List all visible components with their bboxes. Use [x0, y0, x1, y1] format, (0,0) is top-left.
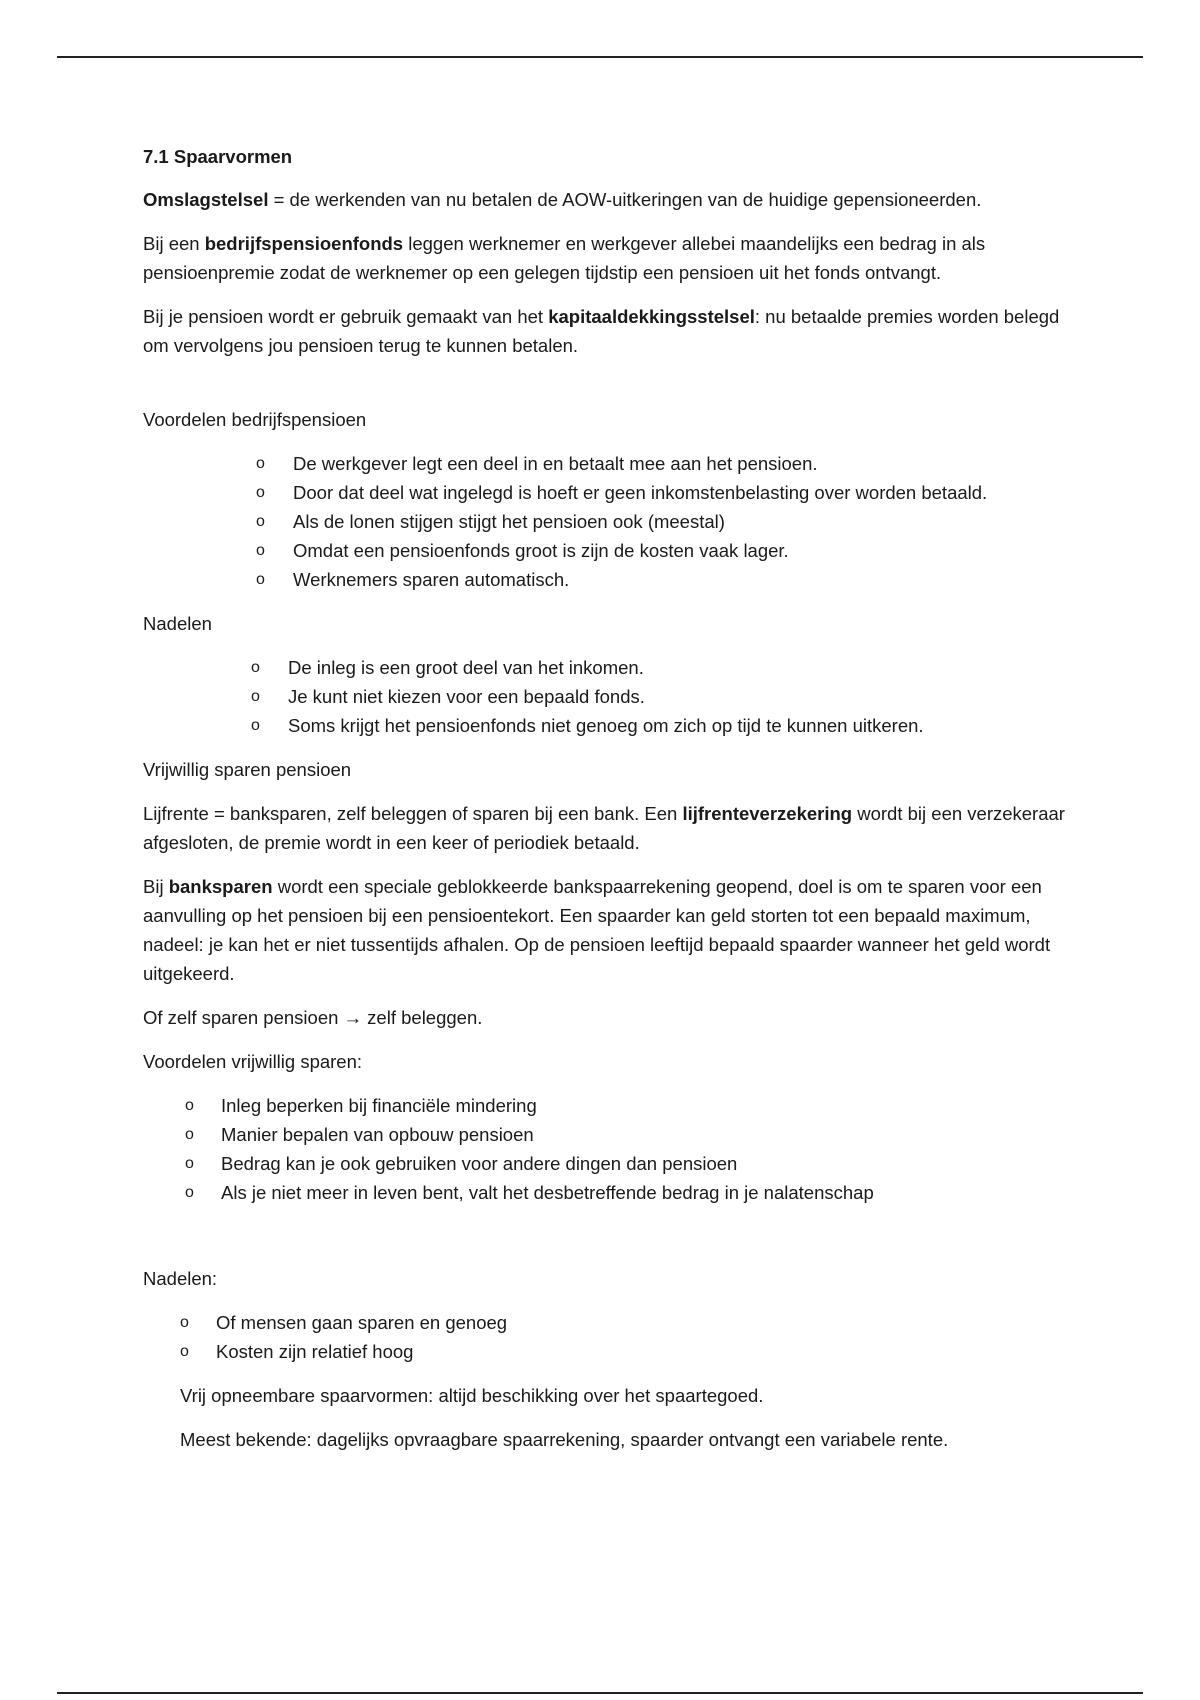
- list-item: o Omdat een pensioenfonds groot is zijn de kosten vaak lager.: [143, 536, 1083, 565]
- list-item: o De werkgever legt een deel in en betaalt mee aan het pensioen.: [143, 449, 1083, 478]
- document-body: [143, 142, 1083, 1469]
- list-item: o Door dat deel wat ingelegd is hoeft er geen inkomstenbelasting over worden betaald.: [143, 478, 1083, 507]
- subheading-vrijwillig-sparen: Vrijwillig sparen pensioen: [143, 759, 352, 780]
- term-bedrijfspensioenfonds: bedrijfspensioenfonds: [204, 233, 404, 254]
- bullet-icon: o: [251, 717, 260, 734]
- bullet-icon: o: [185, 1155, 194, 1172]
- paragraph-banksparen: Bij banksparen wordt een speciale geblokkeerde bankspaarrekening geopend, doel is om te sparen voor een aanvulling op het pensioen bij een pensioentekort. Een spaarder kan geld storten tot een bepaald maximum, nadeel: je kan het er niet tussentijds afhalen. Op de pensioen leeftijd bepaald spaarder wanneer het geld wordt uitgekeerd.: [143, 876, 1051, 984]
- list-nadelen-vrijwillig: [143, 1308, 1083, 1366]
- bullet-icon: o: [180, 1314, 189, 1331]
- paragraph-meest-bekende: Meest bekende: dagelijks opvraagbare spaarrekening, spaarder ontvangt een variabele rente.: [180, 1429, 949, 1450]
- bullet-icon: o: [256, 542, 265, 559]
- list-item: o Als de lonen stijgen stijgt het pensioen ook (meestal): [143, 507, 1083, 536]
- bullet-icon: o: [185, 1184, 194, 1201]
- term-lijfrenteverzekering: lijfrenteverzekering: [682, 803, 853, 824]
- list-item: o Soms krijgt het pensioenfonds niet genoeg om zich op tijd te kunnen uitkeren.: [143, 711, 1083, 740]
- list-item: o Als je niet meer in leven bent, valt het desbetreffende bedrag in je nalatenschap: [143, 1178, 1083, 1207]
- bullet-icon: o: [256, 455, 265, 472]
- arrow-right-icon: →: [343, 1007, 363, 1028]
- paragraph-omslagstelsel: Omslagstelsel = de werkenden van nu betalen de AOW-uitkeringen van de huidige gepensioneerden.: [143, 189, 982, 210]
- bullet-icon: o: [256, 484, 265, 501]
- subheading-nadelen: Nadelen: [143, 613, 212, 634]
- list-item: o Je kunt niet kiezen voor een bepaald fonds.: [143, 682, 1083, 711]
- term-omslagstelsel: Omslagstelsel: [143, 189, 269, 210]
- paragraph-lijfrente: Lijfrente = banksparen, zelf beleggen of sparen bij een bank. Een lijfrenteverzekering wordt bij een verzekeraar afgesloten, de premie wordt in een keer of periodiek betaald.: [143, 803, 1065, 853]
- section-heading: 7.1 Spaarvormen: [143, 146, 293, 167]
- list-voordelen-vrijwillig: [143, 1091, 1083, 1207]
- footer-rule: [57, 1692, 1143, 1694]
- paragraph-kapitaaldekkingsstelsel: Bij je pensioen wordt er gebruik gemaakt van het kapitaaldekkingsstelsel: nu betaalde premies worden belegd om vervolgens jou pensioen terug te kunnen betalen.: [143, 306, 1060, 356]
- list-item: o Inleg beperken bij financiële mindering: [143, 1091, 1083, 1120]
- list-item: o Bedrag kan je ook gebruiken voor andere dingen dan pensioen: [143, 1149, 1083, 1178]
- list-item: o Of mensen gaan sparen en genoeg: [143, 1308, 1083, 1337]
- term-banksparen: banksparen: [168, 876, 273, 897]
- term-kapitaaldekkingsstelsel: kapitaaldekkingsstelsel: [548, 306, 755, 327]
- paragraph-bedrijfspensioenfonds: Bij een bedrijfspensioenfonds leggen werknemer en werkgever allebei maandelijks een bedrag in als pensioenpremie zodat de werknemer op een gelegen tijdstip een pensioen uit het fonds ontvangt.: [143, 233, 986, 283]
- subheading-voordelen-vrijwillig: Voordelen vrijwillig sparen:: [143, 1051, 363, 1072]
- bullet-icon: o: [256, 513, 265, 530]
- subheading-nadelen-vrijwillig: Nadelen:: [143, 1268, 218, 1289]
- bullet-icon: o: [256, 571, 265, 588]
- list-nadelen-bedrijfspensioen: [143, 653, 1083, 740]
- bullet-icon: o: [185, 1126, 194, 1143]
- list-item: o Werknemers sparen automatisch.: [143, 565, 1083, 594]
- list-item: o De inleg is een groot deel van het inkomen.: [143, 653, 1083, 682]
- paragraph-zelf-sparen: Of zelf sparen pensioen → zelf beleggen.: [143, 1007, 483, 1028]
- list-voordelen-bedrijfspensioen: [143, 449, 1083, 594]
- bullet-icon: o: [185, 1097, 194, 1114]
- subheading-voordelen-bedrijfspensioen: Voordelen bedrijfspensioen: [143, 409, 367, 430]
- header-rule: [57, 56, 1143, 58]
- paragraph-vrij-opneembaar: Vrij opneembare spaarvormen: altijd beschikking over het spaartegoed.: [180, 1385, 764, 1406]
- bullet-icon: o: [180, 1343, 189, 1360]
- list-item: o Manier bepalen van opbouw pensioen: [143, 1120, 1083, 1149]
- bullet-icon: o: [251, 688, 260, 705]
- list-item: o Kosten zijn relatief hoog: [143, 1337, 1083, 1366]
- bullet-icon: o: [251, 659, 260, 676]
